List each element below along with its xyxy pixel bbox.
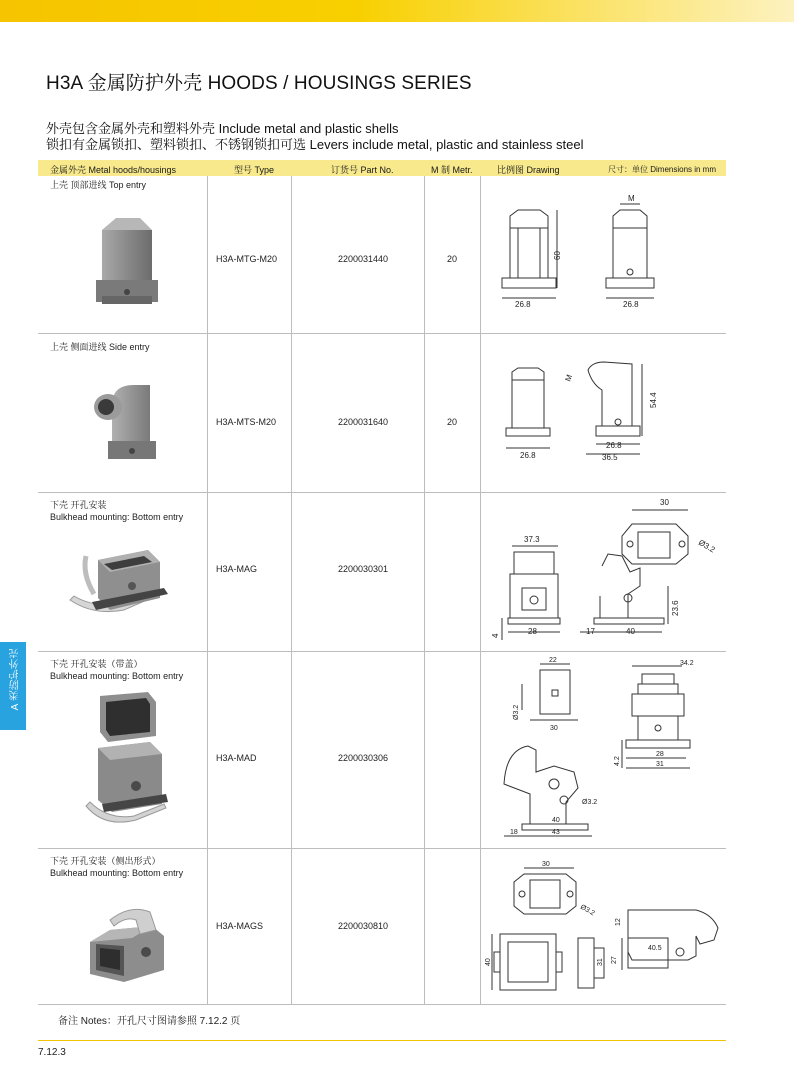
dim-text: 4 [491,633,500,638]
row-1-type: H3A-MTG-M20 [216,254,278,264]
dim-text: Ø3.2 [697,537,717,555]
row-divider [38,492,726,493]
page-number: 7.12.3 [38,1047,66,1058]
dim-text: 40.5 [648,945,662,952]
column-divider [480,176,481,1004]
dim-text: 60 [553,251,562,260]
dim-text: 27 [611,956,618,964]
dim-text: 36.5 [602,453,618,462]
dim-text: 37.3 [524,535,540,544]
dim-text: 54.4 [649,392,658,408]
dim-text: Ø3.2 [582,799,598,806]
row-3-label-cn: 下壳 开孔安装 [50,500,107,510]
row-2-type: H3A-MTS-M20 [216,417,277,427]
dim-text: 22 [549,657,557,664]
row-divider [38,848,726,849]
row-4-type: H3A-MAD [216,753,257,763]
dim-text: 12 [615,918,622,926]
row-1-drawing [482,180,724,330]
notes: 备注 Notes：开孔尺寸图请参照 7.12.2 页 [58,1016,241,1027]
table-header [38,160,726,176]
dim-text: 40 [552,817,560,824]
housing-bulkhead-photo [64,540,174,624]
top-yellow-band [0,0,794,22]
dim-text: 30 [660,498,669,507]
column-divider [207,176,208,1004]
row-5-part-no: 2200030810 [338,921,389,931]
row-5-label-cn: 下壳 开孔安装（侧出形式） [50,856,161,866]
row-3-part-no: 2200030301 [338,564,389,574]
row-1-part-no: 2200031440 [338,254,389,264]
dim-text: 34.2 [680,660,694,667]
subtitle-levers: 锁扣有金属锁扣、塑料锁扣、不锈钢锁扣可选 Levers include metal, plastic and stainless steel [46,137,584,152]
housing-with-cover-photo [74,688,174,838]
row-divider [38,1004,726,1005]
hood-top-entry-photo [86,210,168,310]
housing-side-out-photo [80,890,172,990]
dim-text: 23.6 [671,600,680,616]
row-4-drawing [482,654,724,844]
row-2-drawing [482,340,724,490]
row-4-label-cn: 下壳 开孔安装（带盖） [50,659,143,669]
dim-text: M [628,194,635,203]
row-5-label-en: Bulkhead mounting: Bottom entry [50,868,184,878]
row-4-part-no: 2200030306 [338,753,389,763]
side-category-tab[interactable] [0,642,26,730]
dim-text: 26.8 [606,441,622,450]
row-2-m: 20 [447,417,458,427]
header-dimensions: 尺寸：单位 Dimensions in mm [608,165,717,174]
dim-text: Ø3.2 [579,903,596,918]
side-category-tab-label: A 类防护外壳 [10,648,21,711]
row-1-m: 20 [447,254,458,264]
dim-text: 31 [597,958,604,966]
row-2-part-no: 2200031640 [338,417,389,427]
row-3-drawing [482,494,724,646]
dim-text: 26.8 [515,300,531,309]
subtitle-shells: 外壳包含金属外壳和塑料外壳 Include metal and plastic shells [46,121,399,136]
row-divider [38,651,726,652]
dim-text: 28 [528,627,537,636]
dim-text: 40 [626,627,635,636]
dim-text: Ø3.2 [513,704,520,720]
column-divider [424,176,425,1004]
header-category: 金属外壳 Metal hoods/housings [50,165,177,175]
row-4-label-en: Bulkhead mounting: Bottom entry [50,671,184,681]
row-3-label-en: Bulkhead mounting: Bottom entry [50,512,184,522]
page-title: H3A 金属防护外壳 HOODS / HOUSINGS SERIES [46,73,472,94]
footer-rule [38,1040,726,1041]
header-drawing: 比例图 Drawing [497,165,560,175]
row-divider [38,333,726,334]
header-m-metr: M 制 Metr. [431,165,473,175]
dim-text: 4.2 [614,756,621,766]
dim-text: 26.8 [520,451,536,460]
dim-text: 17 [586,627,595,636]
dim-text: 18 [510,829,518,836]
row-2-label: 上壳 侧面进线 Side entry [50,342,150,352]
dim-text: 43 [552,829,560,836]
dim-text: 31 [656,761,664,768]
row-5-drawing [482,852,724,1002]
row-1-label: 上壳 顶部进线 Top entry [50,180,147,190]
header-part-no: 订货号 Part No. [331,165,394,175]
row-5-type: H3A-MAGS [216,921,264,931]
header-type: 型号 Type [234,165,275,175]
dim-text: 30 [542,861,550,868]
dim-text: 28 [656,751,664,758]
dim-text: 30 [550,725,558,732]
dim-text: M [563,373,575,383]
column-divider [291,176,292,1004]
row-3-type: H3A-MAG [216,564,258,574]
dim-text: 40 [485,958,492,966]
dim-text: 26.8 [623,300,639,309]
hood-side-entry-photo [86,375,168,469]
